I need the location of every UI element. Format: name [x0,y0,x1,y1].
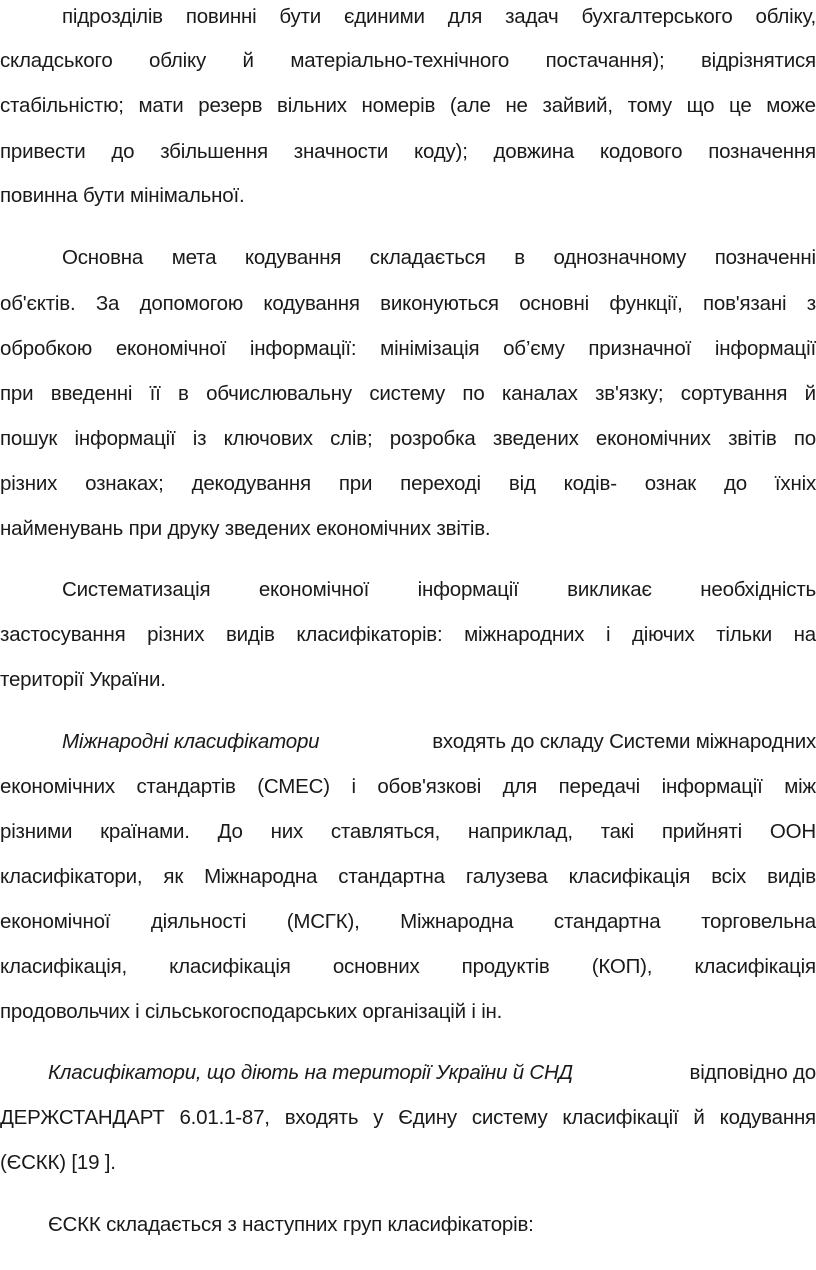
word: декодування [191,472,311,495]
word: інформації [714,337,816,360]
word: необхідність [700,578,816,601]
word: номерів [361,94,436,117]
text-line [0,137,816,167]
word: мета [171,246,217,269]
word: ООН [769,820,816,843]
word: економічної [258,578,370,601]
text-line: найменувань при друку зведених економічних звітів. [0,517,491,540]
text-line [0,334,816,364]
word: класифікація [568,865,691,888]
word: Міжнародна [400,910,514,933]
word: в [514,246,525,269]
word: що [686,94,715,117]
word: від [508,472,536,495]
word: її [149,382,161,405]
word: діяльності [150,910,247,933]
word: тому [627,94,672,117]
word: позначенні [714,246,816,269]
word: економічної [115,337,227,360]
word: пов'язані [703,292,787,315]
text-line [62,727,816,757]
word: розробка [389,427,476,450]
word: торговельна [701,910,816,933]
word: зведених [492,427,579,450]
word: в [178,382,189,405]
word: у [373,1106,384,1129]
word: між [784,775,816,798]
word: повинні [185,5,257,28]
text-line [0,772,816,802]
word: позначення [708,140,816,163]
word: Систематизація [62,578,211,601]
word: класифікаторів: [296,623,443,646]
word: (МСГК), [286,910,360,933]
word: (СМЕС) [257,775,330,798]
text-line [0,469,816,499]
word: ознак [644,472,697,495]
word: по [462,382,485,405]
text-line [48,1058,816,1088]
word: такі [600,820,634,843]
word: застосування [0,623,126,646]
word: допомогою [139,292,243,315]
word: кодування [244,246,342,269]
word: міжнародних [464,623,585,646]
word: й [242,49,254,72]
word: видів [767,865,816,888]
word: країнами. [100,820,190,843]
word: каналах [501,382,578,405]
word: систему [471,1106,548,1129]
word: кодів- [563,472,617,495]
word: інформації: [249,337,357,360]
word: введенні [50,382,133,405]
word: і [351,775,356,798]
word: й [804,382,816,405]
text-line [0,620,816,650]
word: стандартна [338,865,445,888]
word: слів; [330,427,373,450]
word: зайвий, [542,94,613,117]
text-line [0,862,816,892]
text-line [0,1103,816,1133]
text-line: території України. [0,668,166,691]
word: Основна [62,246,144,269]
word: кодового [599,140,683,163]
word: ключових [223,427,313,450]
word: пошук [0,427,58,450]
text-line: ЄСКК складається з наступних груп класифікаторів: [48,1213,534,1236]
word: об'єктів. [0,292,76,315]
word: на [793,623,816,646]
word: (але [449,94,491,117]
text-segment: входять до складу Системи міжнародних [432,730,816,753]
word: класифікація [169,955,291,978]
word: не [505,94,528,117]
word: стандартна [553,910,661,933]
word: галузева [465,865,548,888]
word: коду); [414,140,468,163]
word: резерв [198,94,263,117]
word: як [163,865,184,888]
word: ознаках; [85,472,164,495]
word: економічних [0,775,115,798]
word: класифікація, [0,955,127,978]
word: обов'язкові [377,775,482,798]
word: видів [225,623,275,646]
word: для [447,5,483,28]
word: інформації [661,775,763,798]
word: різних [147,623,205,646]
word: мінімізація [380,337,480,360]
text-line [0,46,816,76]
text-line [0,952,816,982]
word: мати [138,94,184,117]
word: прийняті [661,820,742,843]
word: тільки [716,623,773,646]
text-line: продовольчих і сільськогосподарських організацій і ін. [0,1000,503,1023]
word: ДЕРЖСТАНДАРТ [0,1106,165,1129]
word: привести [0,140,86,163]
italic-term: Класифікатори, що діють на території України й СНД [48,1061,573,1084]
word: сортування [680,382,788,405]
word: продуктів [461,955,550,978]
word: стандартів [136,775,236,798]
word: основних [332,955,420,978]
word: класифікатори, [0,865,143,888]
word: різних [0,472,58,495]
text-line [0,289,816,319]
word: кодування [719,1106,816,1129]
word: обліку [149,49,207,72]
word: при [0,382,34,405]
text-line: (ЄСКК) [19 ]. [0,1151,116,1174]
text-line [62,575,816,605]
word: підрозділів [62,5,163,28]
word: довжина [493,140,575,163]
word: переході [400,472,481,495]
word: кодування [263,292,360,315]
word: різними [0,820,73,843]
word: значности [293,140,389,163]
word: (КОП), [591,955,653,978]
word: класифікація [694,955,816,978]
word: зв'язку; [595,382,664,405]
word: обробкою [0,337,93,360]
word: систему [369,382,446,405]
word: до [111,140,135,163]
word: по [793,427,816,450]
word: За [95,292,120,315]
word: матеріально-технічного [290,49,510,72]
word: діючих [631,623,695,646]
word: об’єму [503,337,565,360]
text-line [62,2,816,32]
word: економічних [595,427,711,450]
text-line [0,817,816,847]
text-line [0,379,816,409]
word: бути [279,5,322,28]
word: із [192,427,207,450]
word: до [724,472,747,495]
word: Єдину [398,1106,457,1129]
text-segment: відповідно до [689,1061,816,1084]
word: може [766,94,816,117]
word: для [502,775,538,798]
word: економічної [0,910,111,933]
text-line: повинна бути мінімальної. [0,184,245,207]
word: однозначному [553,246,687,269]
word: єдиними [343,5,425,28]
word: складається [369,246,486,269]
word: Міжнародна [204,865,318,888]
text-line [0,907,816,937]
word: До [217,820,243,843]
word: ставляться, [330,820,441,843]
text-line [62,243,816,273]
word: й [693,1106,705,1129]
word: обчислювальну [206,382,352,405]
word: постачання); [545,49,665,72]
word: стабільністю; [0,94,124,117]
word: збільшення [160,140,268,163]
italic-term: Міжнародні класифікатори [62,730,320,753]
word: призначної [588,337,692,360]
word: інформації [417,578,519,601]
text-line [0,91,816,121]
word: викликає [567,578,652,601]
text-line [0,424,816,454]
word: при [338,472,373,495]
word: входять [284,1106,359,1129]
word: бухгалтерського [581,5,733,28]
word: основні [519,292,589,315]
word: 6.01.1-87, [179,1106,270,1129]
word: звітів [728,427,777,450]
word: них [270,820,304,843]
word: задач [505,5,559,28]
word: функції, [609,292,683,315]
word: наприклад, [467,820,573,843]
word: і [605,623,611,646]
word: виконуються [380,292,499,315]
word: обліку, [755,5,816,28]
word: класифікації [562,1106,679,1129]
word: вільних [277,94,347,117]
word: це [729,94,752,117]
word: відрізнятися [700,49,816,72]
word: всіх [711,865,747,888]
word: з [806,292,816,315]
word: передачі [558,775,641,798]
word: їхніх [774,472,816,495]
word: інформації [74,427,176,450]
word: складського [0,49,113,72]
